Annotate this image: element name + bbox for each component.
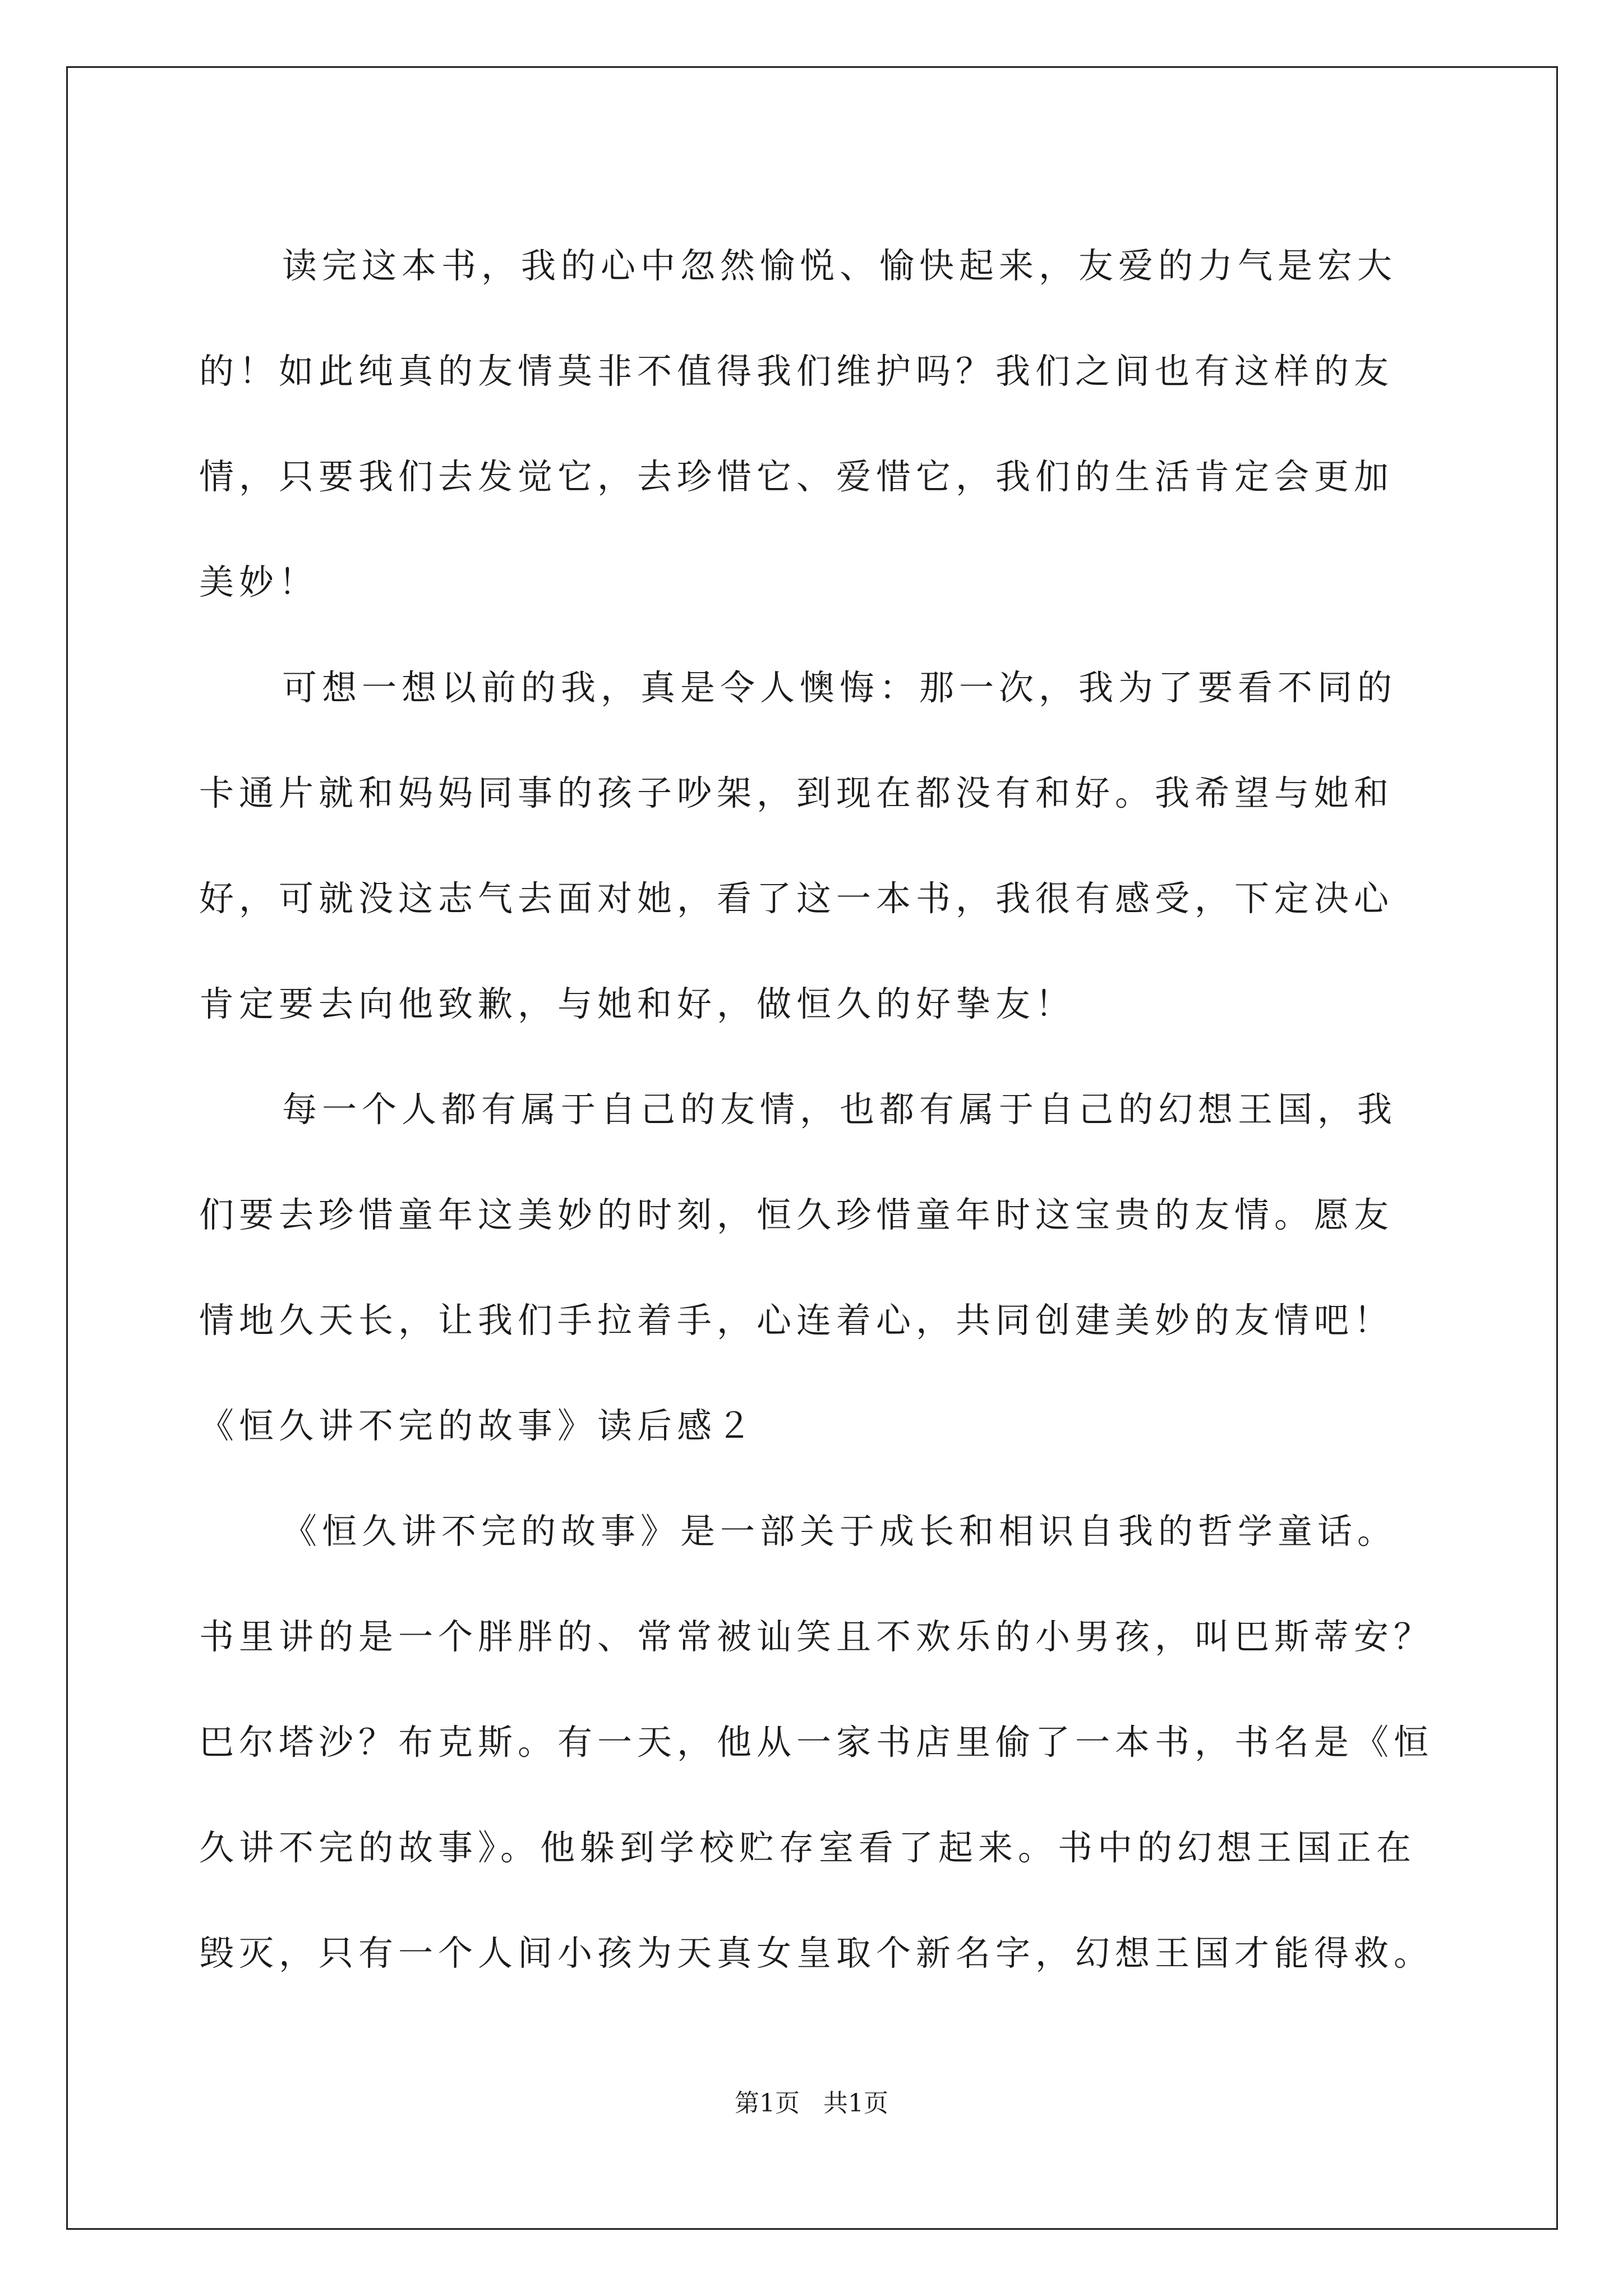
paragraph-3-line-2: 们要去珍惜童年这美妙的时刻，恒久珍惜童年时这宝贵的友情。愿友 [199,1194,1394,1235]
paragraph-4-line-2: 书里讲的是一个胖胖的、常常被讪笑且不欢乐的小男孩，叫巴斯蒂安？ [199,1616,1434,1657]
paragraph-2-line-2: 卡通片就和妈妈同事的孩子吵架，到现在都没有和好。我希望与她和 [199,772,1394,813]
paragraph-2-line-1: 可想一想以前的我，真是令人懊悔：那一次，我为了要看不同的 [282,667,1398,708]
paragraph-2-line-4: 肯定要去向他致歉，与她和好，做恒久的好挚友！ [199,983,1076,1024]
paragraph-1-line-2: 的！如此纯真的友情莫非不值得我们维护吗？我们之间也有这样的友 [199,351,1394,392]
paragraph-2-line-3: 好，可就没这志气去面对她，看了这一本书，我很有感受，下定决心 [199,878,1394,919]
paragraph-3-line-1: 每一个人都有属于自己的友情，也都有属于自己的幻想王国，我 [282,1089,1398,1130]
paragraph-4-line-5: 毁灭，只有一个人间小孩为天真女皇取个新名字，幻想王国才能得救。 [199,1932,1434,1973]
paragraph-4-line-4: 久讲不完的故事》。他躲到学校贮存室看了起来。书中的幻想王国正在 [199,1827,1417,1868]
paragraph-3-line-3: 情地久天长，让我们手拉着手，心连着心，共同创建美妙的友情吧！ [199,1300,1394,1341]
paragraph-1-line-3: 情，只要我们去发觉它，去珍惜它、爱惜它，我们的生活肯定会更加 [199,456,1394,497]
paragraph-1-line-4: 美妙！ [199,562,319,602]
section-heading: 《恒久讲不完的故事》读后感２ [199,1405,757,1446]
document-body [199,213,1434,2006]
paragraph-1-line-1: 读完这本书，我的心中忽然愉悦、愉快起来，友爱的力气是宏大 [282,245,1398,286]
paragraph-4-line-1: 《恒久讲不完的故事》是一部关于成长和相识自我的哲学童话。 [282,1511,1398,1552]
paragraph-4-line-3: 巴尔塔沙？布克斯。有一天，他从一家书店里偷了一本书，书名是《恒 [199,1722,1434,1763]
page-footer: 第1页 共1页 [735,2089,888,2118]
